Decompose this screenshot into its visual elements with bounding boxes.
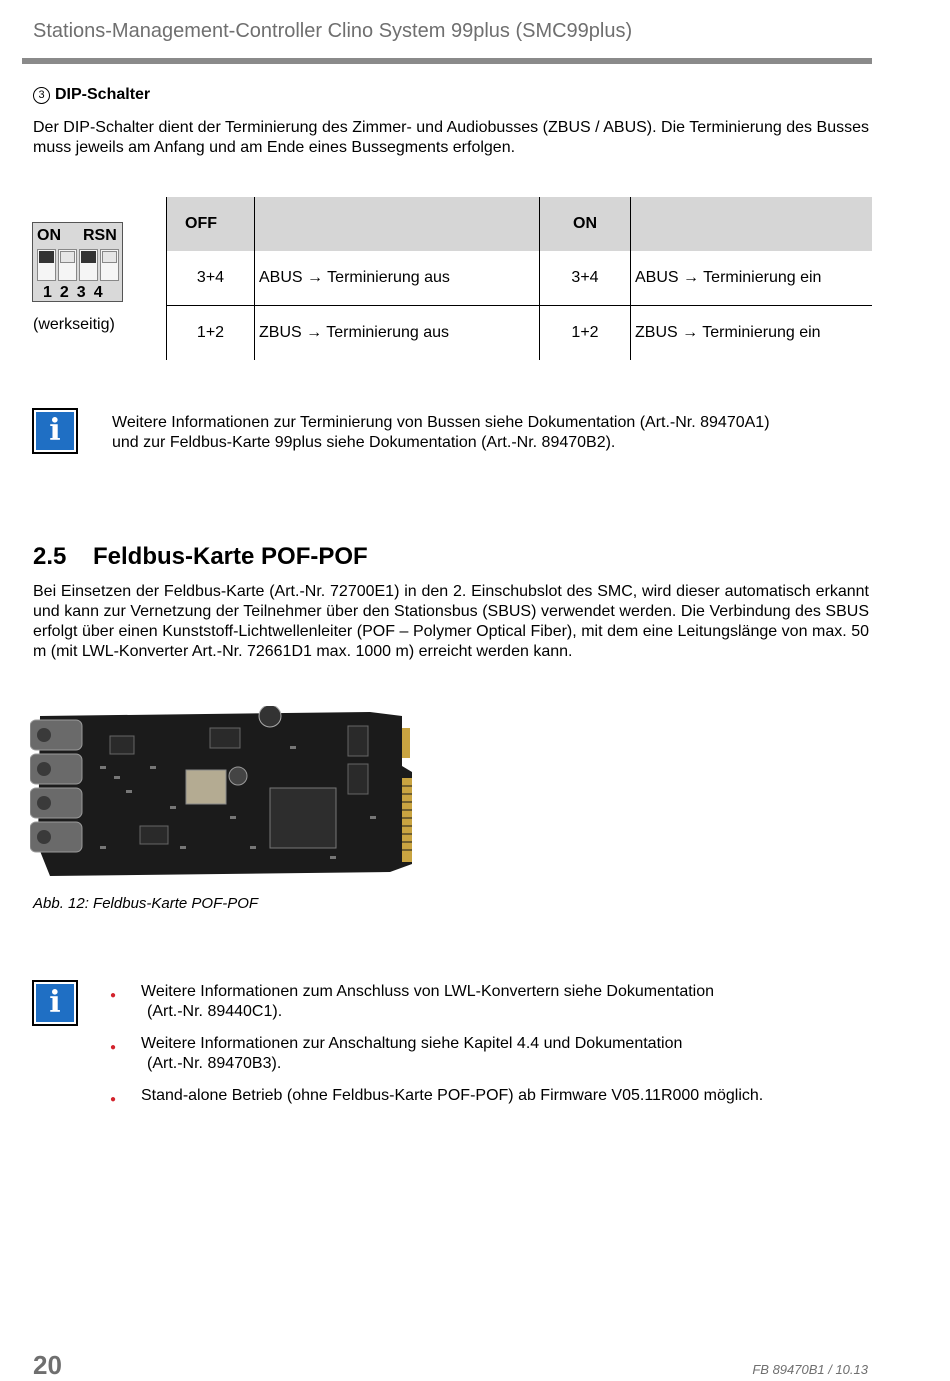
table-cell: ABUS → Terminierung ein xyxy=(631,251,873,306)
dip-switch-1 xyxy=(37,249,56,281)
table-row xyxy=(167,306,873,361)
table-header-off: OFF xyxy=(167,197,255,251)
table-cell: 3+4 xyxy=(540,251,631,306)
bullet-icon: ● xyxy=(110,1094,117,1105)
section-number: 2.5 xyxy=(33,543,67,570)
table-cell: ZBUS → Terminierung ein xyxy=(631,306,873,361)
table-cell: ABUS → Terminierung aus xyxy=(255,251,540,306)
table-header-blank xyxy=(255,197,540,251)
table-header-blank xyxy=(631,197,873,251)
dip-info-note xyxy=(112,413,872,453)
circled-number: 3 xyxy=(33,87,50,104)
dip-factory-caption: (werkseitig) xyxy=(33,316,115,333)
header-rule xyxy=(22,58,872,64)
feldbus-card-photo xyxy=(30,706,422,878)
dip-switch-2 xyxy=(58,249,77,281)
section-paragraph: Bei Einsetzen der Feldbus-Karte (Art.-Nr. 72700E1) in den 2. Einschubslot des SMC, wird dieser automatisch erkannt und kann zur Vernetzung der Teilnehmer über den Stationsbus (SBUS) verwendet werden. Die Verbindung des SBUS erfolgt über einen Kunststoff-Lichtwellenleiter (POF – Polymer Optical Fiber), mit dem eine Leitungslänge von max. 50 m (mit LWL-Konverter Art.-Nr. 72661D1 max. 1000 m) erreicht werden kann. xyxy=(33,583,869,660)
table-cell: 1+2 xyxy=(540,306,631,361)
bullet-line-2: (Art.-Nr. 89440C1). xyxy=(147,1003,283,1020)
bullet-line-1: Stand-alone Betrieb (ohne Feldbus-Karte POF-POF) ab Firmware V05.11R000 möglich. xyxy=(141,1087,764,1104)
list-item xyxy=(110,982,870,1022)
dip-on-label: ON xyxy=(37,227,61,244)
figure-caption: Abb. 12: Feldbus-Karte POF-POF xyxy=(33,895,259,912)
dip-switch-row xyxy=(37,249,119,281)
list-item xyxy=(110,1086,870,1110)
dip-heading-text: DIP-Schalter xyxy=(55,86,151,103)
table-header-on: ON xyxy=(540,197,631,251)
list-item xyxy=(110,1034,870,1074)
section-title: Feldbus-Karte POF-POF xyxy=(93,543,368,570)
info-icon: i xyxy=(32,980,78,1026)
page-header-title: Stations-Management-Controller Clino System 99plus (SMC99plus) xyxy=(33,20,633,42)
dip-switch-numbers: 1234 xyxy=(43,284,111,301)
bullet-icon: ● xyxy=(110,990,117,1001)
info-line-1: Weitere Informationen zur Terminierung von Bussen siehe Dokumentation (Art.-Nr. 89470A1) xyxy=(112,414,770,431)
section-heading xyxy=(33,543,368,571)
dip-switch-4 xyxy=(100,249,119,281)
bullet-list xyxy=(110,982,870,1122)
table-row xyxy=(167,251,873,306)
info-icon: i xyxy=(32,408,78,454)
dip-section-heading xyxy=(33,86,150,104)
page-number: 20 xyxy=(33,1350,62,1380)
bullet-icon: ● xyxy=(110,1042,117,1053)
dip-intro-paragraph: Der DIP-Schalter dient der Terminierung des Zimmer- und Audiobusses (ZBUS / ABUS). Die Terminierung des Busses muss jeweils am Anfang und am Ende eines Bussegments erfolgen. xyxy=(33,119,869,156)
dip-rsn-label: RSN xyxy=(83,227,117,244)
table-header-row xyxy=(167,197,873,251)
document-reference: FB 89470B1 / 10.13 xyxy=(752,1362,868,1377)
table-cell: 3+4 xyxy=(167,251,255,306)
bullet-line-1: Weitere Informationen zur Anschaltung siehe Kapitel 4.4 und Dokumentation xyxy=(141,1035,683,1052)
table-cell: 1+2 xyxy=(167,306,255,361)
dip-switch-3 xyxy=(79,249,98,281)
info-line-2: und zur Feldbus-Karte 99plus siehe Dokumentation (Art.-Nr. 89470B2). xyxy=(112,434,616,451)
bullet-line-2: (Art.-Nr. 89470B3). xyxy=(147,1055,282,1072)
bullet-line-1: Weitere Informationen zum Anschluss von LWL-Konvertern siehe Dokumentation xyxy=(141,983,715,1000)
table-cell: ZBUS → Terminierung aus xyxy=(255,306,540,361)
dip-termination-table xyxy=(166,197,872,360)
dip-switch-graphic xyxy=(32,222,123,302)
